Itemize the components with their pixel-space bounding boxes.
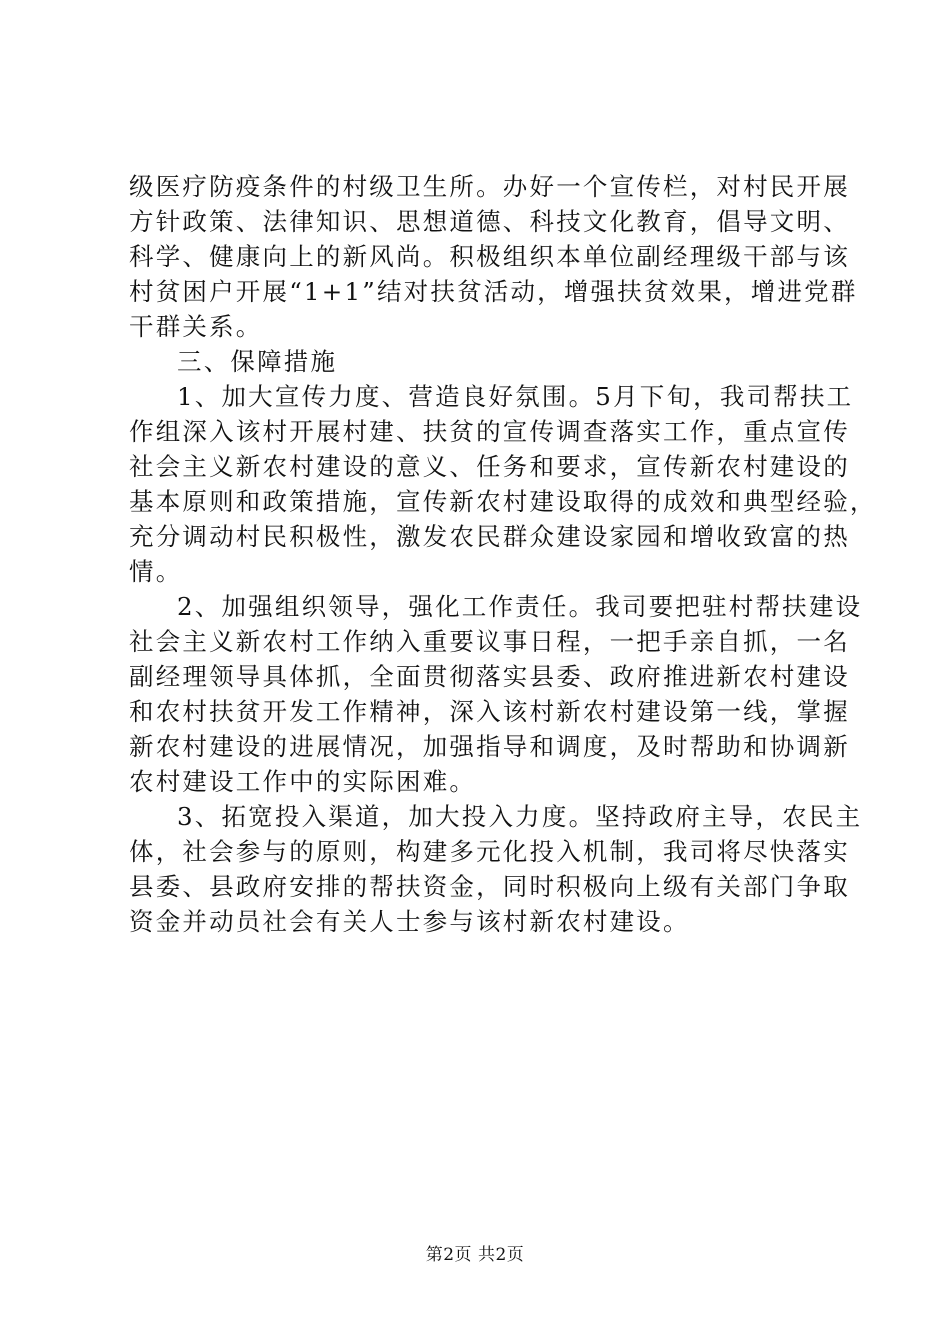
text-line: 充分调动村民积极性，激发农民群众建设家园和增收致富的热 [129, 522, 850, 551]
text-line: 作组深入该村开展村建、扶贫的宣传调查落实工作，重点宣传 [129, 417, 850, 446]
text-line: 县委、县政府安排的帮扶资金，同时积极向上级有关部门争取 [129, 872, 850, 901]
text-line: 级医疗防疫条件的村级卫生所。办好一个宣传栏，对村民开展 [129, 172, 850, 201]
page-number-footer: 第2页 共2页 [425, 1245, 525, 1265]
text-line: 和农村扶贫开发工作精神，深入该村新农村建设第一线，掌握 [129, 697, 850, 726]
text-line: 资金并动员社会有关人士参与该村新农村建设。 [129, 907, 690, 936]
text-line: 副经理领导具体抓，全面贯彻落实县委、政府推进新农村建设 [129, 662, 850, 691]
text-line: 情。 [129, 557, 183, 586]
paragraph-start-line: 2、加强组织领导，强化工作责任。我司要把驻村帮扶建设 [177, 592, 863, 621]
text-line: 社会主义新农村建设的意义、任务和要求，宣传新农村建设的 [129, 452, 850, 481]
section-heading: 三、保障措施 [177, 347, 338, 376]
text-line: 社会主义新农村工作纳入重要议事日程，一把手亲自抓，一名 [129, 627, 850, 656]
text-line: 农村建设工作中的实际困难。 [129, 767, 477, 796]
text-line: 基本原则和政策措施，宣传新农村建设取得的成效和典型经验， [129, 487, 877, 516]
text-line: 村贫困户开展“1+1”结对扶贫活动，增强扶贫效果，增进党群 [129, 277, 858, 306]
paragraph-start-line: 1、加大宣传力度、营造良好氛围。5月下旬，我司帮扶工 [177, 382, 854, 411]
text-line: 方针政策、法律知识、思想道德、科技文化教育，倡导文明、 [129, 207, 850, 236]
text-line: 干群关系。 [129, 312, 263, 341]
text-line: 科学、健康向上的新风尚。积极组织本单位副经理级干部与该 [129, 242, 850, 271]
paragraph-start-line: 3、拓宽投入渠道，加大投入力度。坚持政府主导，农民主 [177, 802, 863, 831]
text-line: 体，社会参与的原则，构建多元化投入机制，我司将尽快落实 [129, 837, 850, 866]
text-line: 新农村建设的进展情况，加强指导和调度，及时帮助和协调新 [129, 732, 850, 761]
